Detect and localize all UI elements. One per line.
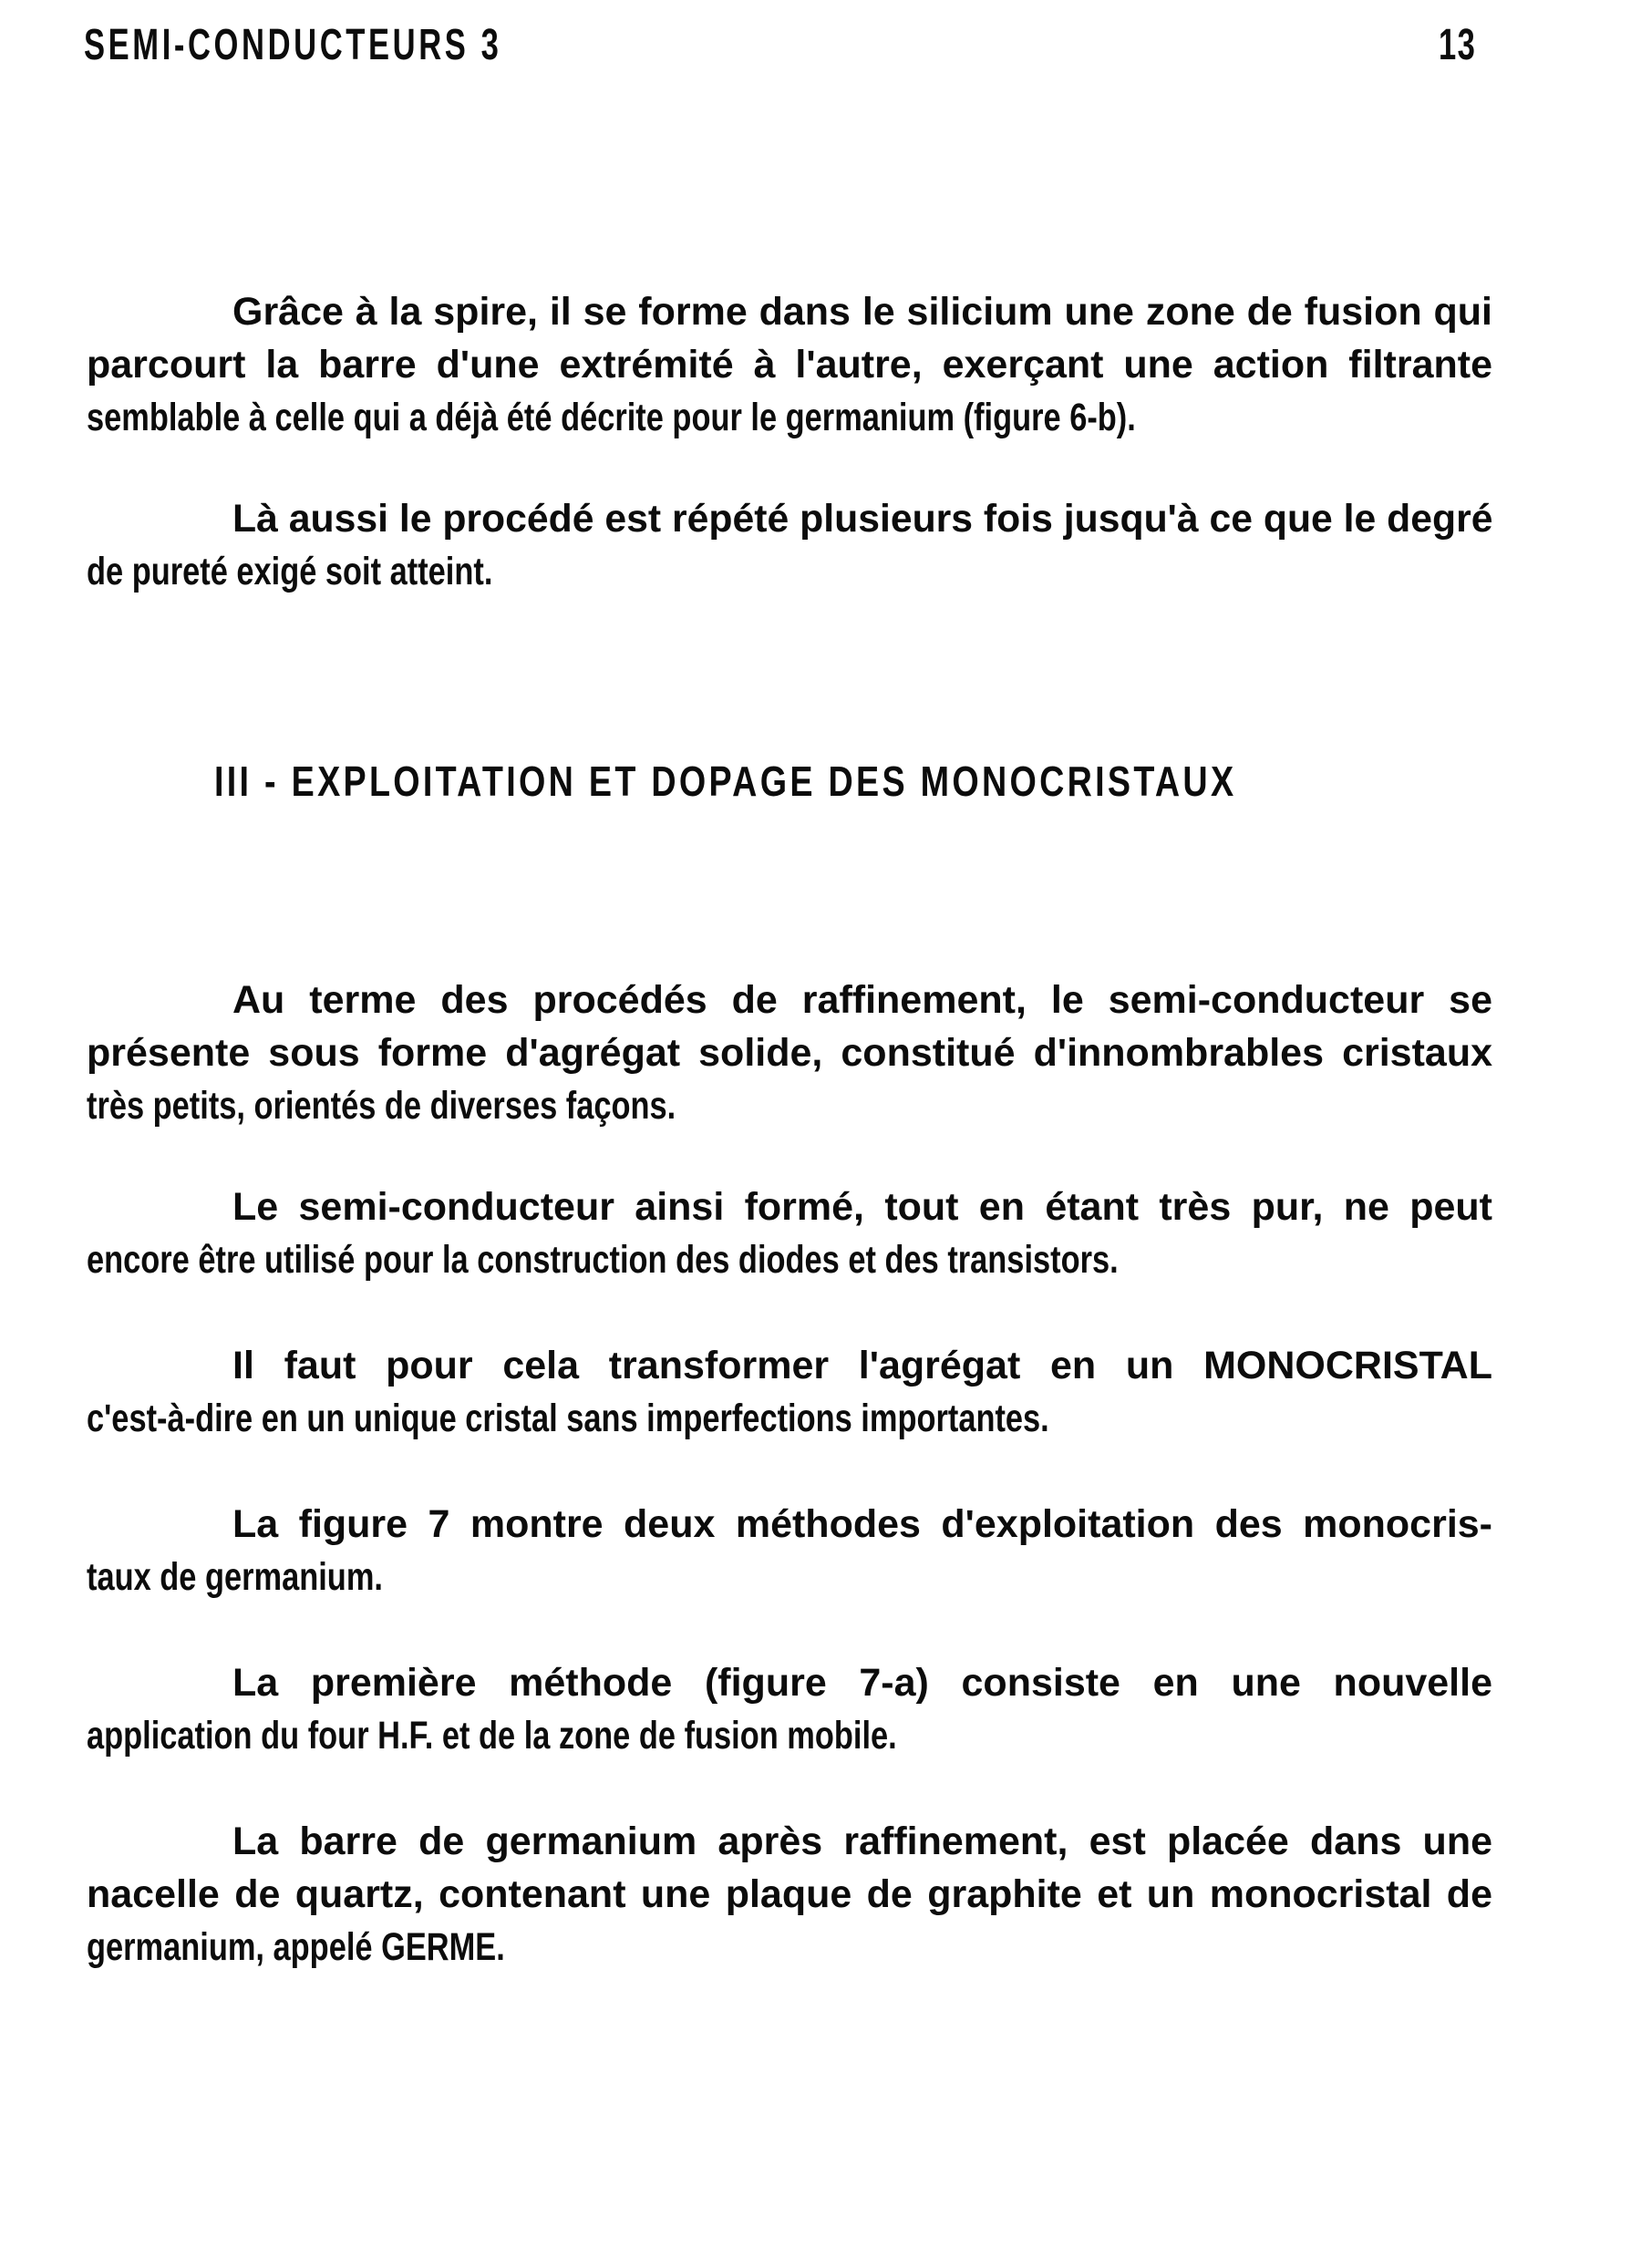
text-line [87,1392,1492,1445]
text-line [87,1551,1492,1603]
text-line-content: La première méthode (figure 7-a) consiste en une nouvelle [232,1661,1492,1705]
running-header [84,20,665,70]
text-line-content: germanium, appelé GERME. [87,1925,505,1969]
section-heading [214,757,1461,806]
text-line [87,1709,1492,1762]
text-line-content: de pureté exigé soit atteint. [87,550,493,593]
text-line-content: Le semi-conducteur ainsi formé, tout en étant très pur, ne peut [232,1185,1492,1229]
text-line [87,1815,1492,1868]
text-line [87,1498,1492,1551]
text-line-content: taux de germanium. [87,1555,383,1599]
text-line [87,285,1492,338]
text-line-content: Il faut pour cela transformer l'agrégat en un MONOCRISTAL [232,1344,1492,1387]
text-line-content: Là aussi le procédé est répété plusieurs fois jusqu'à ce que le degré [232,497,1493,541]
text-line-content: Au terme des procédés de raffinement, le semi-conducteur se [232,978,1492,1022]
text-line-content: c'est-à-dire en un unique cristal sans imperfections importantes. [87,1397,1049,1440]
running-header-text: SEMI-CONDUCTEURS 3 [84,21,502,69]
text-line [87,1180,1492,1233]
text-line-content: application du four H.F. et de la zone de fusion mobile. [87,1714,897,1758]
text-line [87,391,1492,444]
page-number [1439,20,1491,70]
text-line-content: La figure 7 montre deux méthodes d'exploitation des monocris- [232,1502,1492,1546]
page-number-text: 13 [1439,21,1477,69]
text-line-content: encore être utilisé pour la construction des diodes et des transistors. [87,1238,1119,1282]
text-line-content: La barre de germanium après raffinement, est placée dans une [232,1820,1492,1863]
text-line [87,1026,1492,1079]
section-heading-text: III - EXPLOITATION ET DOPAGE DES MONOCRISTAUX [214,758,1237,805]
text-line [87,1079,1492,1132]
text-line-content: parcourt la barre d'une extrémité à l'autre, exerçant une action filtrante [87,343,1492,387]
text-line [87,974,1492,1026]
text-line-content: présente sous forme d'agrégat solide, constitué d'innombrables cristaux [87,1031,1492,1075]
text-line-content: nacelle de quartz, contenant une plaque de graphite et un monocristal de [87,1872,1492,1916]
text-line [87,545,1492,598]
text-line [87,492,1492,545]
text-line [87,1656,1492,1709]
text-line-content: très petits, orientés de diverses façons. [87,1084,676,1128]
text-line [87,1233,1492,1286]
text-line-content: Grâce à la spire, il se forme dans le silicium une zone de fusion qui [232,290,1492,334]
text-line [87,1868,1492,1921]
text-line-content: semblable à celle qui a déjà été décrite pour le germanium (figure 6-b). [87,396,1136,439]
text-line [87,338,1492,391]
text-line [87,1921,1492,1974]
text-line [87,1339,1492,1392]
